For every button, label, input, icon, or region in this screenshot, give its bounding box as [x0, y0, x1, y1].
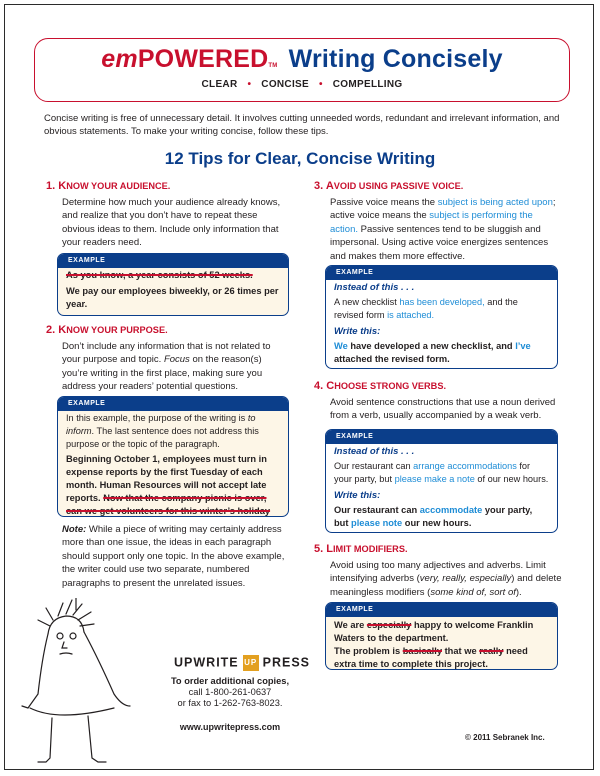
- example-label: EXAMPLE: [58, 254, 288, 268]
- tip-4-text: Avoid sentence constructions that use a noun derived from a verb, usually accompanied by a weak verb.: [330, 397, 556, 422]
- tip-2-bold: Beginning October 1, employees must turn in expense reports by the first Tuesday of each month. Human Resources will not accept late reports. Now that the company picnic is over, can we get volunteers for this winter’s holiday: [66, 454, 271, 516]
- cartoon-character-illustration: [18, 598, 168, 768]
- header-box: [34, 38, 570, 102]
- example-label: EXAMPLE: [326, 266, 557, 280]
- tip-1-example: [57, 253, 289, 316]
- tip-5-text: Avoid using too many adjectives and adverbs. Limit intensifying adverbs (very, really, especially) and delete meaningless modifiers (some kind of, sort of).: [330, 560, 562, 598]
- tip-4-heading: 4. CHOOSE STRONG VERBS.: [314, 380, 447, 392]
- tag-concise: CONCISE: [261, 79, 309, 90]
- tip-4-write-text: Our restaurant can accommodate your party, but please note our new hours.: [334, 505, 533, 528]
- tip-1-strike: As you know, a year consists of 52 weeks.: [66, 270, 253, 280]
- tip-4-example: [325, 429, 558, 533]
- example-label: EXAMPLE: [326, 603, 557, 617]
- upwrite-logo-icon: UP: [243, 655, 259, 671]
- tip-5-example: [325, 602, 558, 670]
- tip-5-line-2: The problem is basically that we really need extra time to complete this project.: [334, 646, 528, 669]
- tip-1-heading: 1. KNOW YOUR AUDIENCE.: [46, 180, 171, 192]
- tip-2-note: Note: While a piece of writing may certainly address more than one issue, the ideas in each paragraph should support only one topic. In the above example, the writer could use two separate, numbered paragraphs to present the unrelated issues.: [62, 524, 285, 589]
- write-label: Write this:: [334, 326, 381, 337]
- example-label: EXAMPLE: [58, 397, 288, 411]
- instead-label: Instead of this . . .: [334, 446, 415, 457]
- tip-5-heading: 5. LIMIT MODIFIERS.: [314, 543, 408, 555]
- tip-5-line-1: We are especially happy to welcome Franklin Waters to the department.: [334, 620, 534, 643]
- example-label: EXAMPLE: [326, 430, 557, 444]
- intro-text: Concise writing is free of unnecessary detail. It involves cutting unneeded words, redundant and irrelevant information, and obvious statements. To make your writing concise, follow these tips.: [44, 113, 560, 137]
- tag-clear: CLEAR: [201, 79, 238, 90]
- tip-2-heading: 2. KNOW YOUR PURPOSE.: [46, 324, 168, 336]
- write-label: Write this:: [334, 490, 381, 501]
- tip-2-explain: In this example, the purpose of the writing is to inform. The last sentence does not address this purpose or the topic of the paragraph.: [66, 413, 259, 449]
- brand-rest: Writing Concisely: [288, 45, 503, 73]
- tip-3-instead-text: A new checklist has been developed, and the revised form is attached.: [334, 297, 518, 320]
- order-info: To order additional copies, call 1-800-261-0637 or fax to 1-262-763-8023.: [170, 676, 290, 708]
- main-title: 12 Tips for Clear, Concise Writing: [164, 149, 436, 168]
- publisher-logo: UPWRITE UP PRESS: [174, 655, 311, 670]
- tip-2-text: Don’t include any information that is not related to your purpose and topic. Focus on the reason(s) you’re writing in the first place, making sure you address your readers’ potential questions.: [62, 341, 271, 393]
- tip-3-write-text: We have developed a new checklist, and I’ve attached the revised form.: [334, 341, 531, 364]
- tip-1-bold: We pay our employees biweekly, or 26 times per year.: [66, 286, 279, 309]
- tip-3-text: Passive voice means the subject is being acted upon; active voice means the subject is performing the action. Passive sentences tend to be sluggish and impersonal. Using active voice energizes sentences and makes them more effective.: [330, 197, 556, 262]
- tip-3-heading: 3. AVOID USING PASSIVE VOICE.: [314, 180, 464, 192]
- tip-3-example: [325, 265, 558, 369]
- brand-powered: POWERED: [137, 45, 269, 73]
- tagline: CLEAR • CONCISE • COMPELLING: [201, 79, 403, 90]
- tip-4-instead-text: Our restaurant can arrange accommodations for your party, but please make a note of our new hours.: [334, 461, 549, 484]
- tip-1-text: Determine how much your audience already knows, and realize that you don’t have to repeat these obvious ideas to them. Include only information that your readers need.: [62, 197, 281, 249]
- brand-em: em: [101, 45, 138, 73]
- tag-compelling: COMPELLING: [332, 79, 403, 90]
- website-link[interactable]: www.upwritepress.com: [179, 722, 281, 732]
- tip-2-example: [57, 396, 289, 517]
- brand-tm: TM: [268, 63, 278, 69]
- copyright: © 2011 Sebranek Inc.: [465, 733, 545, 742]
- instead-label: Instead of this . . .: [334, 282, 415, 293]
- brand-title: [35, 45, 569, 74]
